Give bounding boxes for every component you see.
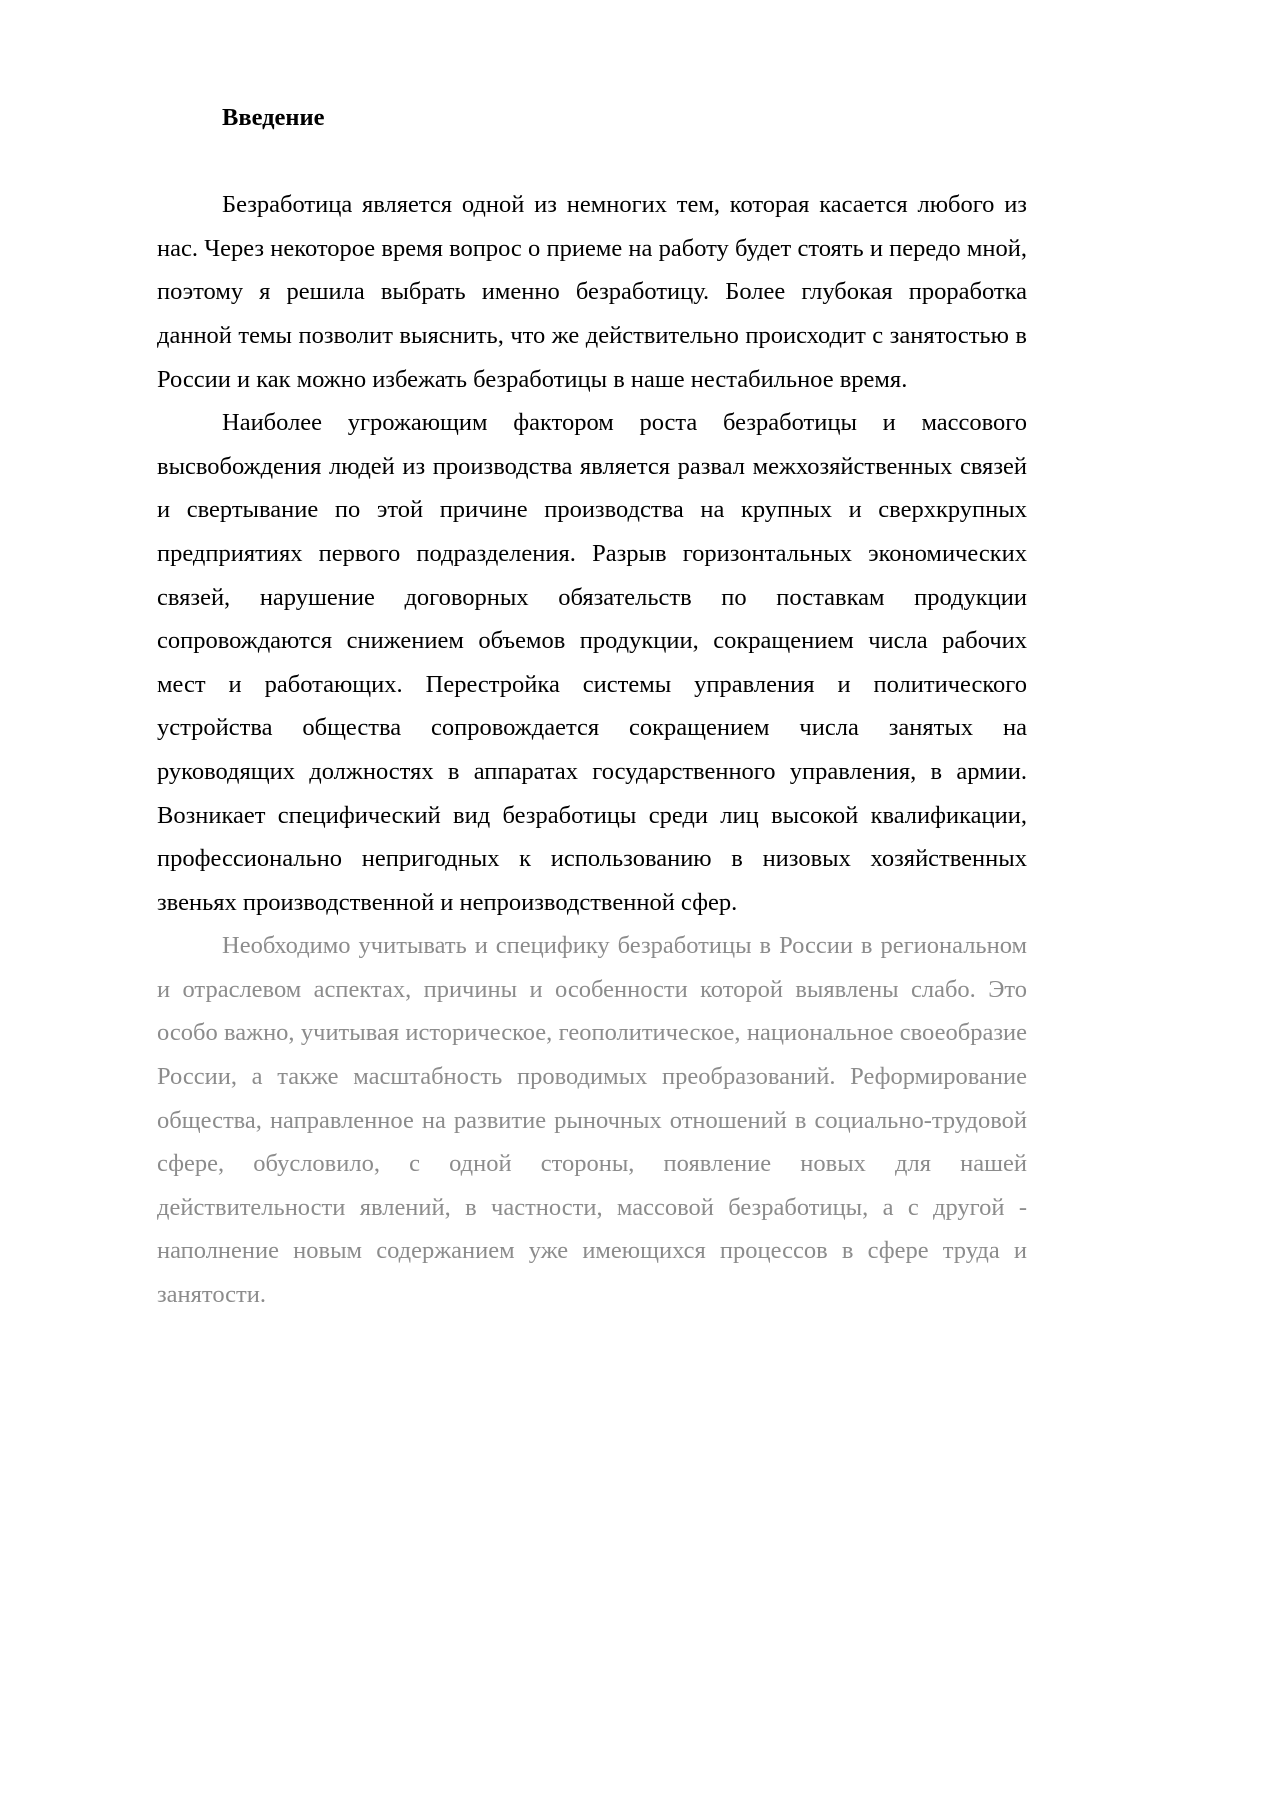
paragraph-3: Необходимо учитывать и специфику безработицы в России в региональном и отраслевом аспектах, причины и особенности которой выявлены слабо. Это особо важно, учитывая историческое, геополитическое, национальное своеобразие России, а также масштабность проводимых преобразований. Реформирование общества, направленное на развитие рыночных отношений в социально-трудовой сфере, обусловило, с одной стороны, появление новых для нашей действительности явлений, в частности, массовой безработицы, а с другой - наполнение новым содержанием уже имеющихся процессов в сфере труда и занятости. [157, 932, 1027, 1309]
document-body [157, 96, 1027, 1317]
section-heading: Введение [222, 104, 325, 131]
paragraph-2: Наиболее угрожающим фактором роста безработицы и массового высвобождения людей из производства является развал межхозяйственных связей и свертывание по этой причине производства на крупных и сверхкрупных предприятиях первого подразделения. Разрыв горизонтальных экономических связей, нарушение договорных обязательств по поставкам продукции сопровождаются снижением объемов продукции, сокращением числа рабочих мест и работающих. Перестройка системы управления и политического устройства общества сопровождается сокращением числа занятых на руководящих должностях в аппаратах государственного управления, в армии. Возникает специфический вид безработицы среди лиц высокой квалификации, профессионально непригодных к использованию в низовых хозяйственных звеньях производственной и непроизводственной сфер. [157, 409, 1027, 916]
paragraph-1: Безработица является одной из немногих тем, которая касается любого из нас. Через некоторое время вопрос о приеме на работу будет стоять и передо мной, поэтому я решила выбрать именно безработицу. Более глубокая проработка данной темы позволит выяснить, что же действительно происходит с занятостью в России и как можно избежать безработицы в наше нестабильное время. [157, 191, 1027, 393]
